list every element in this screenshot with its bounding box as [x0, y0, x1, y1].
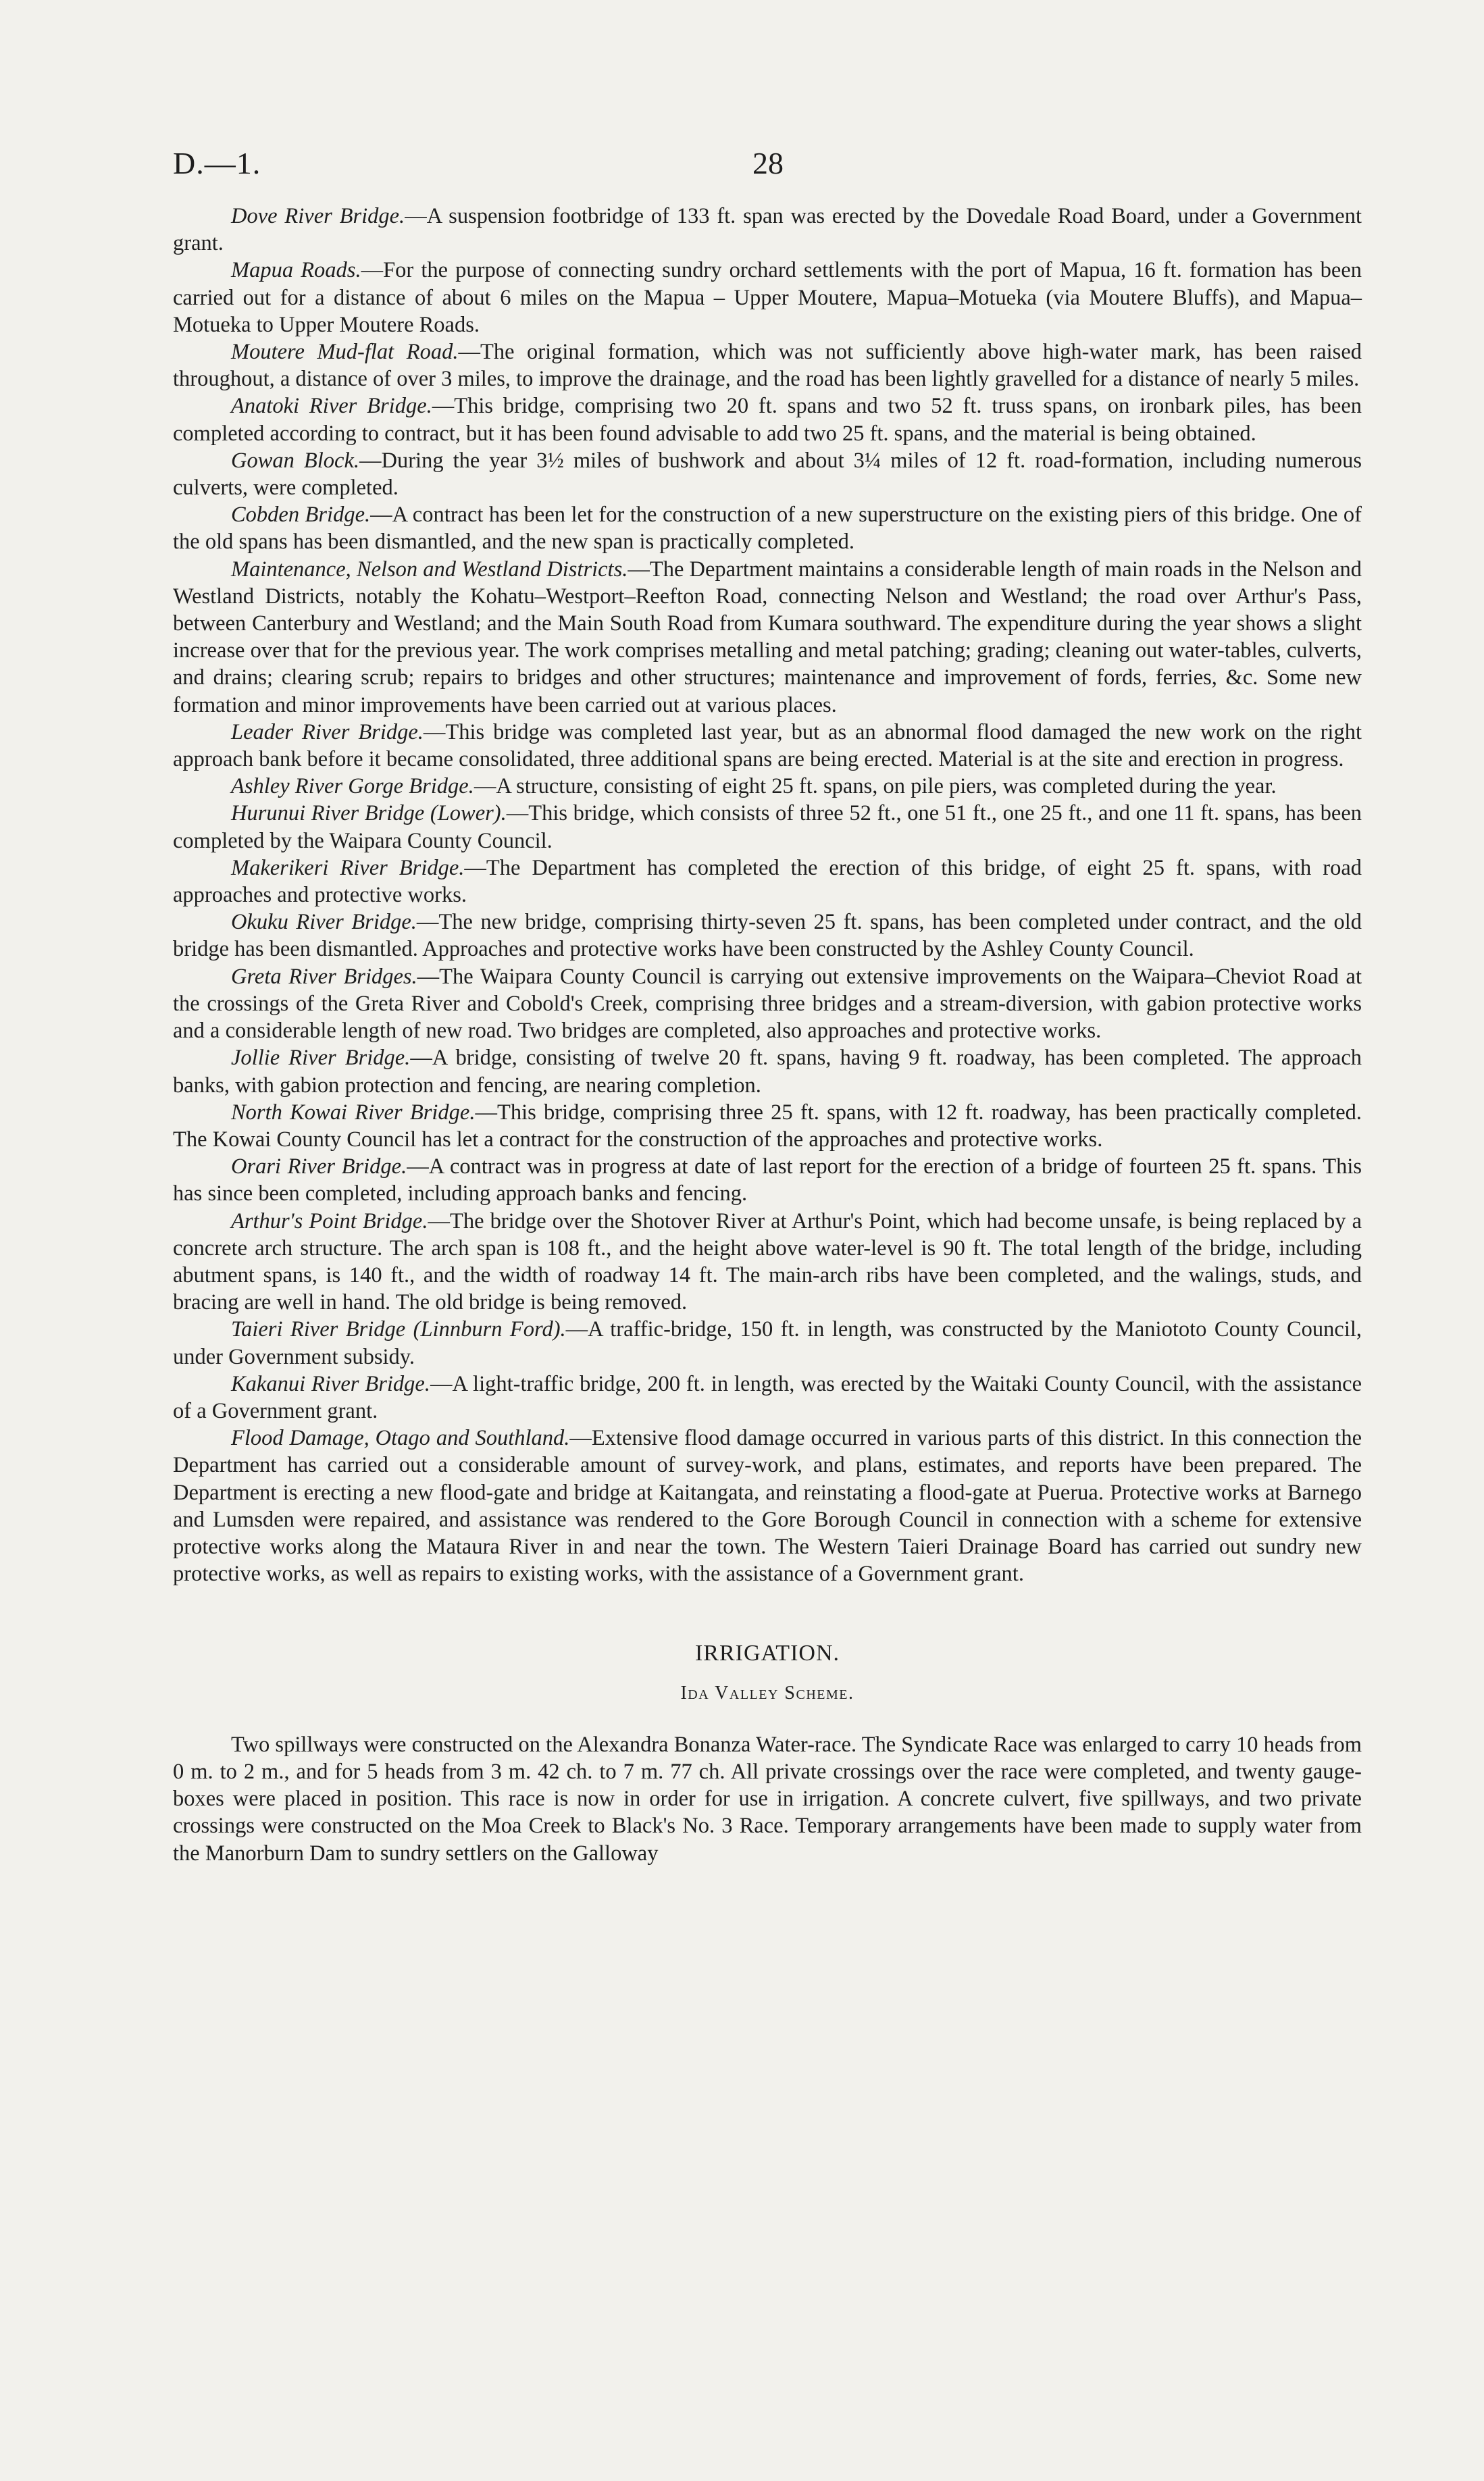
paragraph-flood-damage-otago-southland	[173, 1425, 1362, 1587]
paragraph-moutere-mud-flat-road	[173, 338, 1362, 392]
paragraph-heading: Kakanui River Bridge.	[231, 1371, 430, 1396]
paragraph-taieri-river-bridge	[173, 1316, 1362, 1370]
paragraph-makerikeri-river-bridge	[173, 854, 1362, 909]
paragraph-text: —A contract has been let for the construction of a new superstructure on the existing piers of this bridge. One of the old spans has been dismantled, and the new span is practically completed.	[173, 503, 1362, 555]
paragraph-jollie-river-bridge	[173, 1044, 1362, 1098]
section-heading-irrigation: IRRIGATION.	[694, 1641, 840, 1666]
subheading-ida-valley-scheme: Ida Valley Scheme.	[680, 1682, 854, 1704]
paragraph-heading: Taieri River Bridge (Linnburn Ford).	[231, 1317, 566, 1342]
paragraph-leader-river-bridge	[173, 719, 1362, 773]
paragraph-heading: Flood Damage, Otago and Southland.	[231, 1426, 570, 1451]
paragraph-text: —The Department maintains a considerable length of main roads in the Nelson and Westland Districts, notably the Kohatu–Westport–Reefton Road, connecting Nelson and Westland; the road over Arthur's Pass, between Canterbury and Westland; and the Main South Road from Kumara southward. The expenditure during the year shows a slight increase over that for the previous year. The work comprises metalling and metal patching; grading; cleaning out water-tables, culverts, and drains; clearing scrub; repairs to bridges and other structures; maintenance and improvement of fords, ferries, &c. Some new formation and minor improvements have been carried out at various places.	[173, 557, 1362, 717]
paragraph-text: —This bridge, comprising two 20 ft. spans and two 52 ft. truss spans, on ironbark piles, has been completed according to contract, but it has been found advisable to add two 25 ft. spans, and the material is being obtained.	[173, 394, 1362, 446]
paragraph-heading: Gowan Block.	[231, 448, 360, 473]
paragraph-ida-valley-scheme: Two spillways were constructed on the Alexandra Bonanza Water-race. The Syndicate Race was enlarged to carry 10 heads from 0 m. to 2 m., and for 5 heads from 3 m. 42 ch. to 7 m. 77 ch. All private crossings over the race were completed, and twenty gauge-boxes were placed in position. This race is now in order for use in irrigation. A concrete culvert, five spillways, and two private crossings were constructed on the Moa Creek to Black's No. 3 Race. Temporary arrangements have been made to supply water from the Manorburn Dam to sundry settlers on the Galloway	[173, 1732, 1362, 1866]
paragraph-text: —The Department has completed the erection of this bridge, of eight 25 ft. spans, with road approaches and protective works.	[173, 855, 1362, 908]
paragraph-maintenance-nelson-westland	[173, 556, 1362, 719]
paragraph-hurunui-river-bridge	[173, 800, 1362, 854]
paragraph-heading: Jollie River Bridge.	[231, 1046, 411, 1071]
paragraph-dove-river-bridge	[173, 203, 1362, 257]
paragraph-text: —This bridge, which consists of three 52 ft., one 51 ft., one 25 ft., and one 11 ft. spans, has been completed by the Waipara County Council.	[173, 801, 1362, 853]
paragraph-heading: Hurunui River Bridge (Lower).	[231, 801, 507, 826]
paragraph-anatoki-river-bridge	[173, 392, 1362, 446]
page-header	[173, 145, 1362, 193]
paragraph-heading: Ashley River Gorge Bridge.	[231, 774, 474, 799]
paragraph-cobden-bridge	[173, 501, 1362, 555]
paragraph-heading: Maintenance, Nelson and Westland Districts.	[231, 557, 628, 582]
paragraph-text: —A suspension footbridge of 133 ft. span was erected by the Dovedale Road Board, under a Government grant.	[173, 204, 1362, 256]
paragraph-heading: Cobden Bridge.	[231, 503, 371, 528]
paragraph-heading: Anatoki River Bridge.	[231, 394, 432, 419]
paragraph-text: —The new bridge, comprising thirty-seven 25 ft. spans, has been completed under contract, and the old bridge has been dismantled. Approaches and protective works have been constructed by the Ashley County Council.	[173, 910, 1362, 962]
paragraph-heading: North Kowai River Bridge.	[231, 1100, 476, 1125]
paragraph-text: —The original formation, which was not sufficiently above high-water mark, has been raised throughout, a distance of over 3 miles, to improve the drainage, and the road has been lightly gravelled for a distance of nearly 5 miles.	[173, 340, 1362, 392]
paragraph-heading: Leader River Bridge.	[231, 719, 424, 744]
paragraph-text: —A bridge, consisting of twelve 20 ft. spans, having 9 ft. roadway, has been completed. The approach banks, with gabion protection and fencing, are nearing completion.	[173, 1046, 1362, 1098]
paragraph-text: —This bridge, comprising three 25 ft. spans, with 12 ft. roadway, has been practically completed. The Kowai County Council has let a contract for the construction of the approaches and protective works.	[173, 1100, 1362, 1152]
page-number: 28	[752, 146, 784, 180]
paragraph-heading: Mapua Roads.	[231, 258, 361, 283]
paragraph-heading: Greta River Bridges.	[231, 964, 417, 989]
paragraph-text: —A light-traffic bridge, 200 ft. in length, was erected by the Waitaki County Council, with the assistance of a Government grant.	[173, 1371, 1362, 1423]
paragraph-text: —The Waipara County Council is carrying out extensive improvements on the Waipara–Cheviot Road at the crossings of the Greta River and Cobold's Creek, comprising three bridges and a stream-diversion, with gabion protective works and a considerable length of new road. Two bridges are completed, also approaches and protective works.	[173, 964, 1362, 1044]
paragraph-text: —The bridge over the Shotover River at Arthur's Point, which had become unsafe, is being replaced by a concrete arch structure. The arch span is 108 ft., and the height above water-level is 90 ft. The total length of the bridge, including abutment spans, is 140 ft., and the width of roadway 14 ft. The main-arch ribs have been completed, and the walings, studs, and bracing are well in hand. The old bridge is being removed.	[173, 1208, 1362, 1315]
paragraph-gowan-block	[173, 447, 1362, 501]
paragraph-ashley-river-gorge-bridge	[173, 773, 1362, 800]
paragraph-heading: Dove River Bridge.	[231, 204, 405, 228]
paragraph-text: —For the purpose of connecting sundry orchard settlements with the port of Mapua, 16 ft. formation has been carried out for a distance of about 6 miles on the Mapua – Upper Moutere, Mapua–Motueka (via Moutere Bluffs), and Mapua–Motueka to Upper Moutere Roads.	[173, 258, 1362, 337]
body-text	[173, 203, 1362, 1867]
paragraph-okuku-river-bridge	[173, 909, 1362, 963]
paragraph-text: —Extensive flood damage occurred in various parts of this district. In this connection the Department has carried out a considerable amount of survey-work, and plans, estimates, and reports have been prepared. The Department is erecting a new flood-gate and bridge at Kaitangata, and reinstating a flood-gate at Puerua. Protective works at Barnego and Lumsden were repaired, and assistance was rendered to the Gore Borough Council in connection with a scheme for extensive protective works along the Mataura River in and near the town. The Western Taieri Drainage Board has carried out sundry new protective works, as well as repairs to existing works, with the assistance of a Government grant.	[173, 1426, 1362, 1587]
paragraph-text: —A structure, consisting of eight 25 ft. spans, on pile piers, was completed during the year.	[474, 774, 1277, 799]
paragraph-greta-river-bridges	[173, 963, 1362, 1045]
paragraph-mapua-roads	[173, 257, 1362, 338]
paragraph-arthurs-point-bridge	[173, 1208, 1362, 1316]
paragraph-heading: Makerikeri River Bridge.	[231, 855, 465, 880]
document-reference: D.—1.	[173, 146, 261, 180]
paragraph-heading: Okuku River Bridge.	[231, 910, 417, 935]
paragraph-text: —A traffic-bridge, 150 ft. in length, was constructed by the Maniototo County Council, under Government subsidy.	[173, 1317, 1362, 1369]
paragraph-heading: Moutere Mud-flat Road.	[231, 340, 459, 365]
paragraph-heading: Orari River Bridge.	[231, 1154, 407, 1179]
paragraph-kakanui-river-bridge	[173, 1371, 1362, 1425]
paragraph-text: —During the year 3½ miles of bushwork and about 3¼ miles of 12 ft. road-formation, including numerous culverts, were completed.	[173, 448, 1362, 501]
paragraph-text: —A contract was in progress at date of last report for the erection of a bridge of fourteen 25 ft. spans. This has since been completed, including approach banks and fencing.	[173, 1154, 1362, 1206]
paragraph-heading: Arthur's Point Bridge.	[231, 1208, 428, 1233]
paragraph-orari-river-bridge	[173, 1153, 1362, 1207]
paragraph-text: —This bridge was completed last year, but as an abnormal flood damaged the new work on the right approach bank before it became consolidated, three additional spans are being erected. Material is at the site and erection in progress.	[173, 719, 1362, 772]
paragraph-north-kowai-river-bridge	[173, 1099, 1362, 1153]
